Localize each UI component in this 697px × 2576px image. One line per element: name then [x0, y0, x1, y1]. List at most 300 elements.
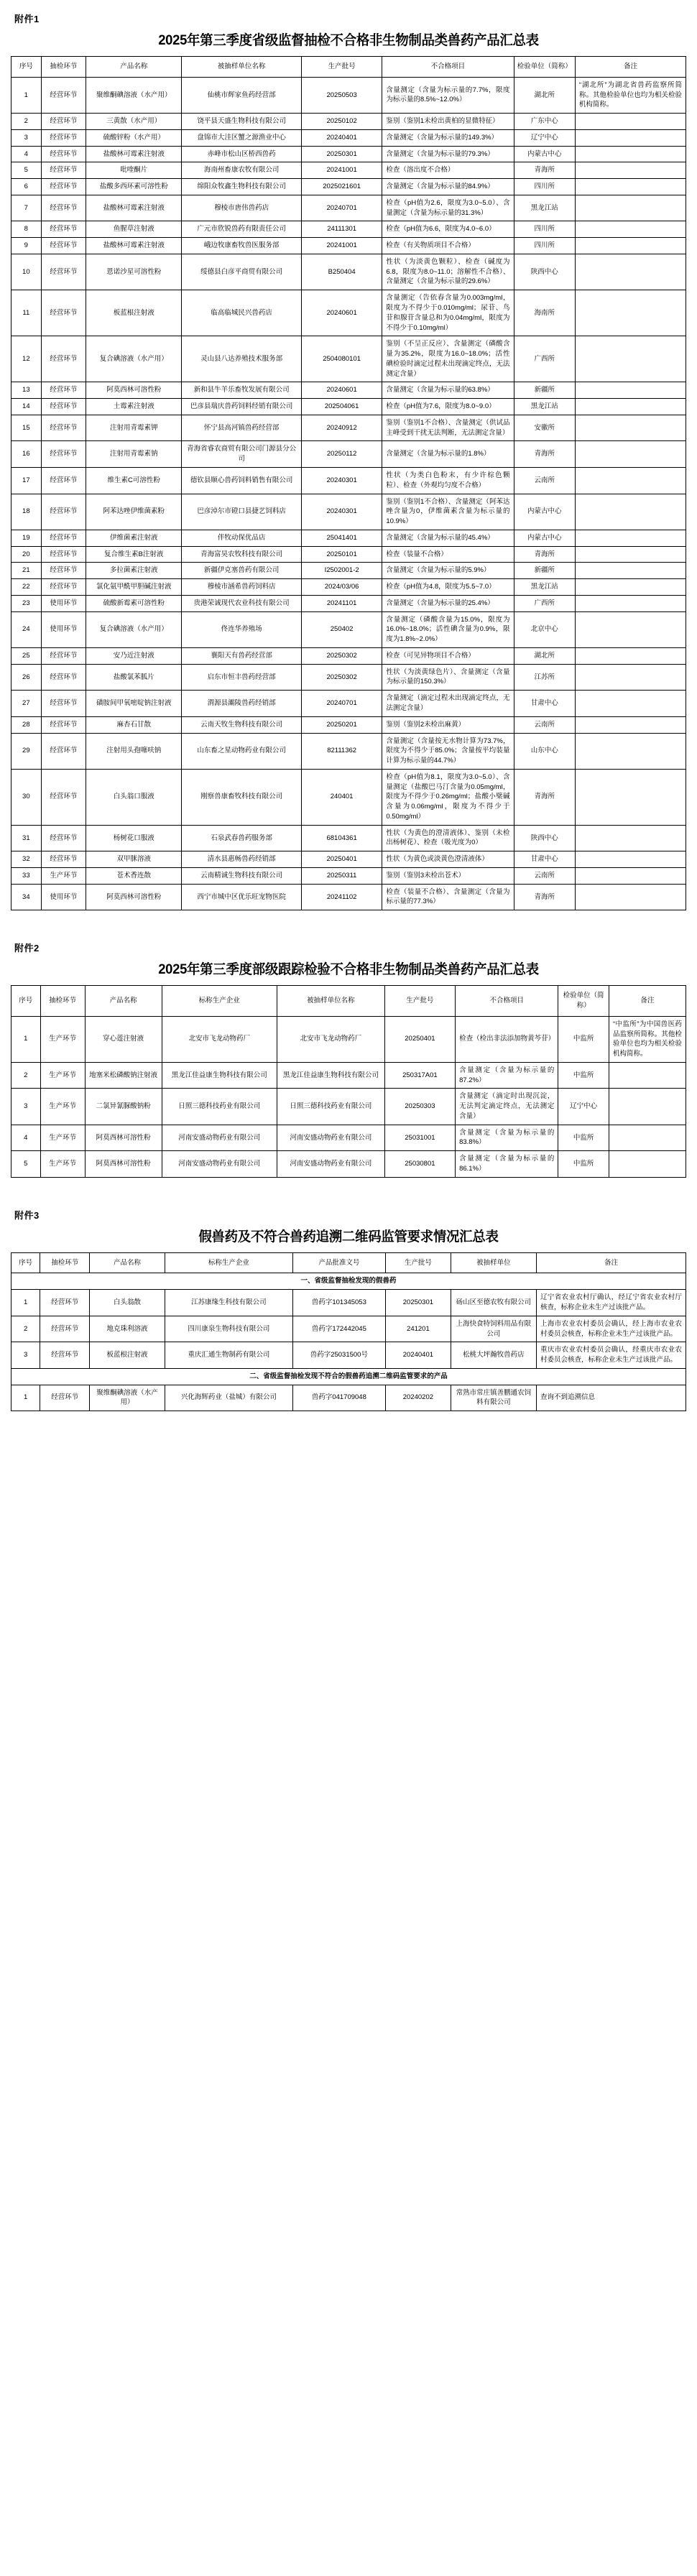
cell-remark	[575, 399, 686, 415]
cell-no: 19	[11, 530, 42, 546]
cell-failed-item: 性状（为黄色或淡黄色澄清液体）	[382, 851, 514, 868]
cell-no: 23	[11, 595, 42, 611]
cell-no: 11	[11, 290, 42, 336]
cell-product-name: 聚维酮碘溶液（水产用）	[90, 1385, 165, 1411]
cell-product-name: 硫酸锌粉（水产用）	[86, 129, 182, 146]
cell-sampled-unit: 青海省睿农商贸有限公司门源县分公司	[182, 441, 302, 468]
cell-sampled-unit: 日照三德科技药业有限公司	[277, 1089, 384, 1125]
cell-batch-no: 20240202	[385, 1385, 451, 1411]
cell-product-name: 杨树花口服液	[86, 825, 182, 851]
cell-sampling-link: 经营环节	[41, 290, 86, 336]
cell-remark	[575, 563, 686, 579]
cell-product-name: 注射用头孢噻呋钠	[86, 733, 182, 769]
cell-sampling-link: 经营环节	[41, 716, 86, 733]
cell-sampled-unit: 清水县惠畅兽药经销部	[182, 851, 302, 868]
cell-sampling-link: 经营环节	[41, 530, 86, 546]
cell-testing-lab: 内蒙古中心	[514, 494, 575, 530]
cell-product-name: 安乃近注射液	[86, 647, 182, 664]
cell-sampling-link: 经营环节	[41, 579, 86, 596]
cell-sampled-unit: 西宁市城中区优乐旺宠物医院	[182, 884, 302, 910]
cell-remark: 上海市农业农村委员会确认，经上海市农业农村委员会核查，标称企业未生产过该批产品。	[536, 1316, 686, 1342]
cell-failed-item: 含量测定（含量为标示量的63.8%）	[382, 382, 514, 399]
table-row	[11, 467, 686, 494]
cell-no: 6	[11, 179, 42, 195]
attachment2-title: 2025年第三季度部级跟踪检验不合格非生物制品类兽药产品汇总表	[158, 962, 539, 978]
cell-failed-item: 含量测定（含量为标示量的87.2%）	[456, 1062, 558, 1089]
cell-failed-item: 含量测定（含量为标示量的5.9%）	[382, 563, 514, 579]
cell-failed-item: 含量测定（滴定时出现沉淀，无法判定滴定终点，无法测定含量）	[456, 1089, 558, 1125]
cell-remark	[575, 494, 686, 530]
cell-batch-no: 20250302	[301, 647, 382, 664]
cell-sampled-unit: 盘锦市大洼区蟹之源渔业中心	[182, 129, 302, 146]
cell-claimed-manufacturer: 北安市飞龙动物药厂	[162, 1016, 277, 1062]
cell-batch-no: 20240701	[301, 691, 382, 717]
cell-remark	[575, 146, 686, 162]
table-row	[11, 1062, 686, 1089]
cell-no: 28	[11, 716, 42, 733]
cell-failed-item: 检查（有关物质项目不合格）	[382, 238, 514, 254]
cell-sampling-link: 经营环节	[41, 179, 86, 195]
cell-testing-lab: 甘肃中心	[514, 851, 575, 868]
cell-no: 8	[11, 221, 42, 238]
cell-product-name: 注射用青霉素钾	[86, 415, 182, 441]
cell-no: 2	[11, 1316, 40, 1342]
cell-remark	[575, 195, 686, 221]
col-header-link: 抽检环节	[41, 57, 86, 78]
cell-batch-no: 241201	[385, 1316, 451, 1342]
cell-testing-lab: 黑龙江站	[514, 579, 575, 596]
cell-failed-item: 含量测定（告依春含量为0.003mg/ml，限度为不得少于0.010mg/ml；尿苷、鸟苷和腺苷含量总和为0.04mg/ml，限度为不得少于0.10mg/ml）	[382, 290, 514, 336]
attachment3-title: 假兽药及不符合兽药追溯二维码监管要求情况汇总表	[198, 1229, 499, 1245]
cell-failed-item: 检查（pH值为4.8，限度为5.5~7.0）	[382, 579, 514, 596]
cell-sampled-unit: 黑龙江佳益康生物科技有限公司	[277, 1062, 384, 1089]
cell-sampled-unit: 北安市飞龙动物药厂	[277, 1016, 384, 1062]
cell-remark	[575, 884, 686, 910]
col-header-approval: 产品批准文号	[292, 1252, 385, 1273]
cell-batch-no: 20250101	[301, 546, 382, 563]
cell-no: 9	[11, 238, 42, 254]
cell-sampling-link: 经营环节	[41, 851, 86, 868]
cell-batch-no: 20250201	[301, 716, 382, 733]
cell-product-name: 穿心莲注射液	[85, 1016, 162, 1062]
cell-batch-no: 20240301	[301, 494, 382, 530]
cell-testing-lab: 湖北所	[514, 77, 575, 113]
col-header-fail: 不合格项目	[382, 57, 514, 78]
cell-sampling-link: 经营环节	[41, 733, 86, 769]
cell-batch-no: 2025021601	[301, 179, 382, 195]
cell-testing-lab: 青海所	[514, 884, 575, 910]
cell-sampled-unit: 青海富昊农牧科技有限公司	[182, 546, 302, 563]
cell-product-name: 鱼腥草注射液	[86, 221, 182, 238]
cell-product-name: 盐酸林可霉素注射液	[86, 238, 182, 254]
cell-sampled-unit: 灵山县八达养殖技术服务部	[182, 336, 302, 382]
cell-sampled-unit: 穆棱市唐伟兽药店	[182, 195, 302, 221]
cell-sampling-link: 经营环节	[41, 129, 86, 146]
col-header-lab: 检验单位（简称）	[514, 57, 575, 78]
cell-failed-item: 含量测定（含量为标示量的79.3%）	[382, 146, 514, 162]
cell-sampling-link: 经营环节	[40, 1385, 90, 1411]
cell-testing-lab: 内蒙古中心	[514, 530, 575, 546]
cell-sampling-link: 经营环节	[40, 1342, 90, 1369]
table-row	[11, 611, 686, 647]
cell-batch-no: 20250503	[301, 77, 382, 113]
cell-testing-lab: 中监所	[558, 1125, 609, 1151]
table-row	[11, 1016, 686, 1062]
table-row	[11, 114, 686, 130]
cell-failed-item: 检查（pH值为6.6，限度为4.0~6.0）	[382, 221, 514, 238]
cell-remark	[575, 162, 686, 179]
cell-no: 30	[11, 769, 42, 825]
cell-testing-lab: 黑龙江站	[514, 399, 575, 415]
cell-testing-lab: 广东中心	[514, 114, 575, 130]
cell-failed-item: 检查（装量不合格）、含量测定（含量为标示量的77.3%）	[382, 884, 514, 910]
table-header-row	[11, 1252, 686, 1273]
section-heading: 二、省级监督抽检发现不符合的假兽药追溯二维码监管要求的产品	[11, 1368, 686, 1385]
cell-failed-item: 检查（装量不合格）	[382, 546, 514, 563]
cell-sampled-unit: 德钦县顺心兽药饲料销售有限公司	[182, 467, 302, 494]
cell-testing-lab: 新疆所	[514, 382, 575, 399]
cell-batch-no: 20250301	[385, 1290, 451, 1316]
cell-sampled-unit: 石泉武春兽药服务部	[182, 825, 302, 851]
cell-remark	[575, 664, 686, 691]
cell-batch-no: 20240401	[301, 129, 382, 146]
cell-no: 4	[11, 146, 42, 162]
col-header-lab: 检验单位（简称）	[558, 986, 609, 1017]
cell-failed-item: 含量测定（滴定过程未出现滴定终点，无法测定含量）	[382, 691, 514, 717]
cell-sampling-link: 经营环节	[41, 336, 86, 382]
cell-batch-no: 20240601	[301, 382, 382, 399]
cell-product-name: 恩诺沙星可溶性粉	[86, 254, 182, 290]
col-header-link: 抽检环节	[40, 1252, 90, 1273]
table-row	[11, 415, 686, 441]
table-row	[11, 579, 686, 596]
cell-remark: “湖北所”为湖北省兽药监察所简称。其他检验单位也均为相关检验机构简称。	[575, 77, 686, 113]
cell-no: 14	[11, 399, 42, 415]
cell-sampled-unit: 襄阳天有兽药经营部	[182, 647, 302, 664]
cell-sampling-link: 生产环节	[40, 1125, 85, 1151]
cell-no: 13	[11, 382, 42, 399]
table-row	[11, 238, 686, 254]
cell-testing-lab: 云南所	[514, 867, 575, 884]
cell-sampled-unit: 仙桃市辉家鱼药经营部	[182, 77, 302, 113]
table-row	[11, 195, 686, 221]
cell-failed-item: 鉴别（鉴别2未检出麻黄）	[382, 716, 514, 733]
cell-no: 21	[11, 563, 42, 579]
cell-sampled-unit: 伴牧动保优品店	[182, 530, 302, 546]
cell-batch-no: I2502001-2	[301, 563, 382, 579]
cell-sampling-link: 经营环节	[41, 238, 86, 254]
table-row	[11, 1385, 686, 1411]
col-header-product: 产品名称	[85, 986, 162, 1017]
table-row	[11, 1316, 686, 1342]
cell-sampled-unit: 广元市欣锐兽药有限责任公司	[182, 221, 302, 238]
cell-failed-item: 检查（pH值为8.1，限度为3.0~5.0）、含量测定（盐酸巴马汀含量为0.05mg/ml，限度为不得少于0.26mg/ml；盐酸小檗碱含量为0.06mg/ml，限度为不得少于0.50mg/ml）	[382, 769, 514, 825]
cell-remark	[575, 611, 686, 647]
attachment3-label: 附件3	[14, 1209, 40, 1221]
col-header-remark: 备注	[536, 1252, 686, 1273]
cell-failed-item: 含量测定（含量为标示量的25.4%）	[382, 595, 514, 611]
cell-batch-no: 20250102	[301, 114, 382, 130]
cell-batch-no: 250317A01	[384, 1062, 455, 1089]
cell-approval-no: 兽药字25031500号	[292, 1342, 385, 1369]
cell-claimed-manufacturer: 黑龙江佳益康生物科技有限公司	[162, 1062, 277, 1089]
cell-batch-no: 20250302	[301, 664, 382, 691]
cell-remark	[575, 179, 686, 195]
cell-failed-item: 含量测定（含量为标示量的1.8%）	[382, 441, 514, 468]
cell-batch-no: 20240701	[301, 195, 382, 221]
cell-batch-no: 20241001	[301, 238, 382, 254]
section-heading: 一、省级监督抽检发现的假兽药	[11, 1273, 686, 1290]
cell-no: 5	[11, 1151, 41, 1178]
cell-no: 18	[11, 494, 42, 530]
cell-sampling-link: 经营环节	[41, 382, 86, 399]
col-header-no: 序号	[11, 1252, 40, 1273]
col-header-fail: 不合格项目	[456, 986, 558, 1017]
cell-testing-lab: 内蒙古中心	[514, 146, 575, 162]
cell-approval-no: 兽药字041709048	[292, 1385, 385, 1411]
cell-approval-no: 兽药字101345053	[292, 1290, 385, 1316]
cell-remark	[575, 221, 686, 238]
col-header-batch: 生产批号	[385, 1252, 451, 1273]
cell-sampled-unit: 巴彦县瑞庆兽药饲料经销有限公司	[182, 399, 302, 415]
col-header-maker: 标称生产企业	[162, 986, 277, 1017]
cell-testing-lab: 山东中心	[514, 733, 575, 769]
cell-sampled-unit: 穆棱市涵希兽药饲料店	[182, 579, 302, 596]
cell-claimed-manufacturer: 江苏康缘生科技有限公司	[165, 1290, 293, 1316]
cell-no: 1	[11, 1385, 40, 1411]
cell-failed-item: 含量测定（含量按无水物计算为73.7%，限度为不得少于85.0%；含量按平均装量计算为标示量的44.7%）	[382, 733, 514, 769]
document-page	[0, 11, 697, 1418]
cell-no: 1	[11, 1290, 40, 1316]
table-row	[11, 162, 686, 179]
cell-claimed-manufacturer: 四川康泉生物科技有限公司	[165, 1316, 293, 1342]
attachment3-table	[11, 1252, 686, 1411]
cell-batch-no: 20250303	[384, 1089, 455, 1125]
cell-no: 2	[11, 1062, 41, 1089]
cell-no: 2	[11, 114, 42, 130]
cell-remark	[575, 579, 686, 596]
cell-product-name: 阿苯达唑伊维菌素粉	[86, 494, 182, 530]
cell-product-name: 白头翁散	[90, 1290, 165, 1316]
cell-remark	[575, 382, 686, 399]
cell-failed-item: 检查（pH值为7.6，限度为8.0~9.0）	[382, 399, 514, 415]
cell-batch-no: 20241001	[301, 162, 382, 179]
cell-sampling-link: 经营环节	[41, 691, 86, 717]
cell-sampled-unit: 贵港荣诚现代农业科技有限公司	[182, 595, 302, 611]
cell-product-name: 维生素C可溶性粉	[86, 467, 182, 494]
attachment1-label: 附件1	[14, 14, 40, 24]
cell-sampling-link: 生产环节	[40, 1089, 85, 1125]
cell-batch-no: 20250401	[384, 1016, 455, 1062]
cell-testing-lab: 新疆所	[514, 563, 575, 579]
col-header-unit: 被抽样单位	[451, 1252, 536, 1273]
cell-no: 16	[11, 441, 42, 468]
table-row	[11, 664, 686, 691]
cell-sampling-link: 使用环节	[41, 611, 86, 647]
cell-remark	[575, 691, 686, 717]
cell-remark	[609, 1062, 686, 1089]
cell-no: 27	[11, 691, 42, 717]
cell-sampled-unit: 巴彦淖尔市磴口县捷艺饲料店	[182, 494, 302, 530]
cell-remark	[575, 546, 686, 563]
cell-testing-lab: 辽宁中心	[558, 1089, 609, 1125]
cell-batch-no: 20241102	[301, 884, 382, 910]
cell-testing-lab: 中监所	[558, 1151, 609, 1178]
cell-failed-item: 含量测定（含量为标示量的149.3%）	[382, 129, 514, 146]
cell-sampling-link: 经营环节	[41, 195, 86, 221]
cell-no: 5	[11, 162, 42, 179]
cell-sampling-link: 生产环节	[40, 1016, 85, 1062]
cell-product-name: 聚维酮碘溶液（水产用）	[86, 77, 182, 113]
cell-product-name: 双甲脒溶液	[86, 851, 182, 868]
cell-sampling-link: 经营环节	[41, 399, 86, 415]
cell-testing-lab: 青海所	[514, 546, 575, 563]
cell-no: 4	[11, 1125, 41, 1151]
cell-remark	[575, 238, 686, 254]
cell-no: 3	[11, 1342, 40, 1369]
cell-batch-no: 20250311	[301, 867, 382, 884]
cell-sampled-unit: 河南安盛动物药业有限公司	[277, 1125, 384, 1151]
cell-testing-lab: 辽宁中心	[514, 129, 575, 146]
cell-batch-no: 20240912	[301, 415, 382, 441]
cell-remark: 辽宁省农业农村厅确认，经辽宁省农业农村厅核查，标称企业未生产过该批产品。	[536, 1290, 686, 1316]
cell-remark	[575, 595, 686, 611]
cell-testing-lab: 云南所	[514, 716, 575, 733]
table-row	[11, 254, 686, 290]
cell-testing-lab: 湖北所	[514, 647, 575, 664]
cell-sampling-link: 经营环节	[41, 769, 86, 825]
cell-no: 3	[11, 129, 42, 146]
cell-no: 15	[11, 415, 42, 441]
cell-product-name: 板蓝根注射液	[86, 290, 182, 336]
cell-sampling-link: 经营环节	[41, 146, 86, 162]
table-row	[11, 563, 686, 579]
cell-no: 32	[11, 851, 42, 868]
cell-remark: “中监所”为中国兽医药品监察所简称。其他检验单位也均为相关检验机构简称。	[609, 1016, 686, 1062]
cell-batch-no: B250404	[301, 254, 382, 290]
table-row	[11, 382, 686, 399]
table-row	[11, 399, 686, 415]
cell-product-name: 磺胺间甲氧嘧啶钠注射液	[86, 691, 182, 717]
cell-remark	[575, 716, 686, 733]
cell-failed-item: 鉴别（鉴别1不合格）、含量测定（供试品主峰受到干扰无法判断，无法测定含量）	[382, 415, 514, 441]
cell-product-name: 苍术香连散	[86, 867, 182, 884]
attachment2-table	[11, 985, 686, 1177]
cell-sampling-link: 经营环节	[41, 441, 86, 468]
cell-no: 7	[11, 195, 42, 221]
table-header-row	[11, 986, 686, 1017]
col-header-unit: 被抽样单位名称	[182, 57, 302, 78]
col-header-remark: 备注	[575, 57, 686, 78]
table-row	[11, 146, 686, 162]
cell-batch-no: 24111301	[301, 221, 382, 238]
cell-no: 33	[11, 867, 42, 884]
cell-remark	[575, 254, 686, 290]
cell-remark	[575, 825, 686, 851]
cell-testing-lab: 甘肃中心	[514, 691, 575, 717]
cell-product-name: 板蓝根注射液	[90, 1342, 165, 1369]
cell-no: 31	[11, 825, 42, 851]
cell-no: 24	[11, 611, 42, 647]
cell-sampled-unit: 上海快食特饲料用品有限公司	[451, 1316, 536, 1342]
cell-sampled-unit: 云南精诚生物科技有限公司	[182, 867, 302, 884]
table-row	[11, 546, 686, 563]
cell-product-name: 注射用青霉素钠	[86, 441, 182, 468]
cell-sampled-unit: 山东畜之星动物药业有限公司	[182, 733, 302, 769]
cell-testing-lab: 四川所	[514, 221, 575, 238]
col-header-batch: 生产批号	[384, 986, 455, 1017]
cell-product-name: 麻杏石甘散	[86, 716, 182, 733]
cell-batch-no: 68104361	[301, 825, 382, 851]
cell-sampling-link: 经营环节	[41, 825, 86, 851]
cell-remark	[575, 114, 686, 130]
cell-remark	[575, 733, 686, 769]
table-row	[11, 691, 686, 717]
col-header-no: 序号	[11, 986, 41, 1017]
cell-sampling-link: 生产环节	[40, 1062, 85, 1089]
cell-remark	[575, 867, 686, 884]
cell-no: 26	[11, 664, 42, 691]
cell-batch-no: 20250401	[301, 851, 382, 868]
table-row	[11, 77, 686, 113]
cell-testing-lab: 青海所	[514, 441, 575, 468]
table-section-heading-row	[11, 1368, 686, 1385]
cell-product-name: 伊维菌素注射液	[86, 530, 182, 546]
cell-product-name: 吡喹酮片	[86, 162, 182, 179]
cell-failed-item: 含量测定（磷酸含量为15.0%，限度为16.0%~18.0%；活性碘含量为0.9%，限度为1.8%~2.0%）	[382, 611, 514, 647]
cell-no: 22	[11, 579, 42, 596]
cell-sampled-unit: 渭源县灞陵兽药经销部	[182, 691, 302, 717]
cell-testing-lab: 青海所	[514, 769, 575, 825]
cell-product-name: 盐酸氯苯胍片	[86, 664, 182, 691]
cell-sampling-link: 经营环节	[41, 162, 86, 179]
cell-batch-no: 2024/03/06	[301, 579, 382, 596]
cell-product-name: 复合维生素B注射液	[86, 546, 182, 563]
cell-failed-item: 鉴别（鉴别3未检出苍术）	[382, 867, 514, 884]
table-row	[11, 530, 686, 546]
col-header-link: 抽检环节	[40, 986, 85, 1017]
cell-remark	[575, 851, 686, 868]
cell-failed-item: 含量测定（含量为标示量的45.4%）	[382, 530, 514, 546]
table-row	[11, 716, 686, 733]
cell-no: 29	[11, 733, 42, 769]
cell-testing-lab: 四川所	[514, 179, 575, 195]
table-section-heading-row	[11, 1273, 686, 1290]
attachment1-title: 2025年第三季度省级监督抽检不合格非生物制品类兽药产品汇总表	[158, 33, 539, 48]
table-row	[11, 1342, 686, 1369]
cell-sampling-link: 生产环节	[41, 867, 86, 884]
cell-sampling-link: 经营环节	[41, 546, 86, 563]
table-row	[11, 129, 686, 146]
cell-failed-item: 检查（检出非法添加物黄芩苷）	[456, 1016, 558, 1062]
cell-failed-item: 含量测定（含量为标示量的83.8%）	[456, 1125, 558, 1151]
cell-product-name: 复合碘溶液（水产用）	[86, 611, 182, 647]
cell-testing-lab: 北京中心	[514, 611, 575, 647]
cell-sampled-unit: 河南安盛动物药业有限公司	[277, 1151, 384, 1178]
cell-sampling-link: 经营环节	[41, 254, 86, 290]
attachment1-table	[11, 56, 686, 910]
cell-sampled-unit: 云南天牧生物科技有限公司	[182, 716, 302, 733]
cell-batch-no: 20240401	[385, 1342, 451, 1369]
cell-remark	[609, 1125, 686, 1151]
cell-testing-lab: 中监所	[558, 1062, 609, 1089]
cell-product-name: 阿莫西林可溶性粉	[85, 1125, 162, 1151]
cell-batch-no: 2504080101	[301, 336, 382, 382]
table-row	[11, 825, 686, 851]
cell-remark	[575, 336, 686, 382]
cell-approval-no: 兽药字172442045	[292, 1316, 385, 1342]
cell-product-name: 地克珠利溶液	[90, 1316, 165, 1342]
